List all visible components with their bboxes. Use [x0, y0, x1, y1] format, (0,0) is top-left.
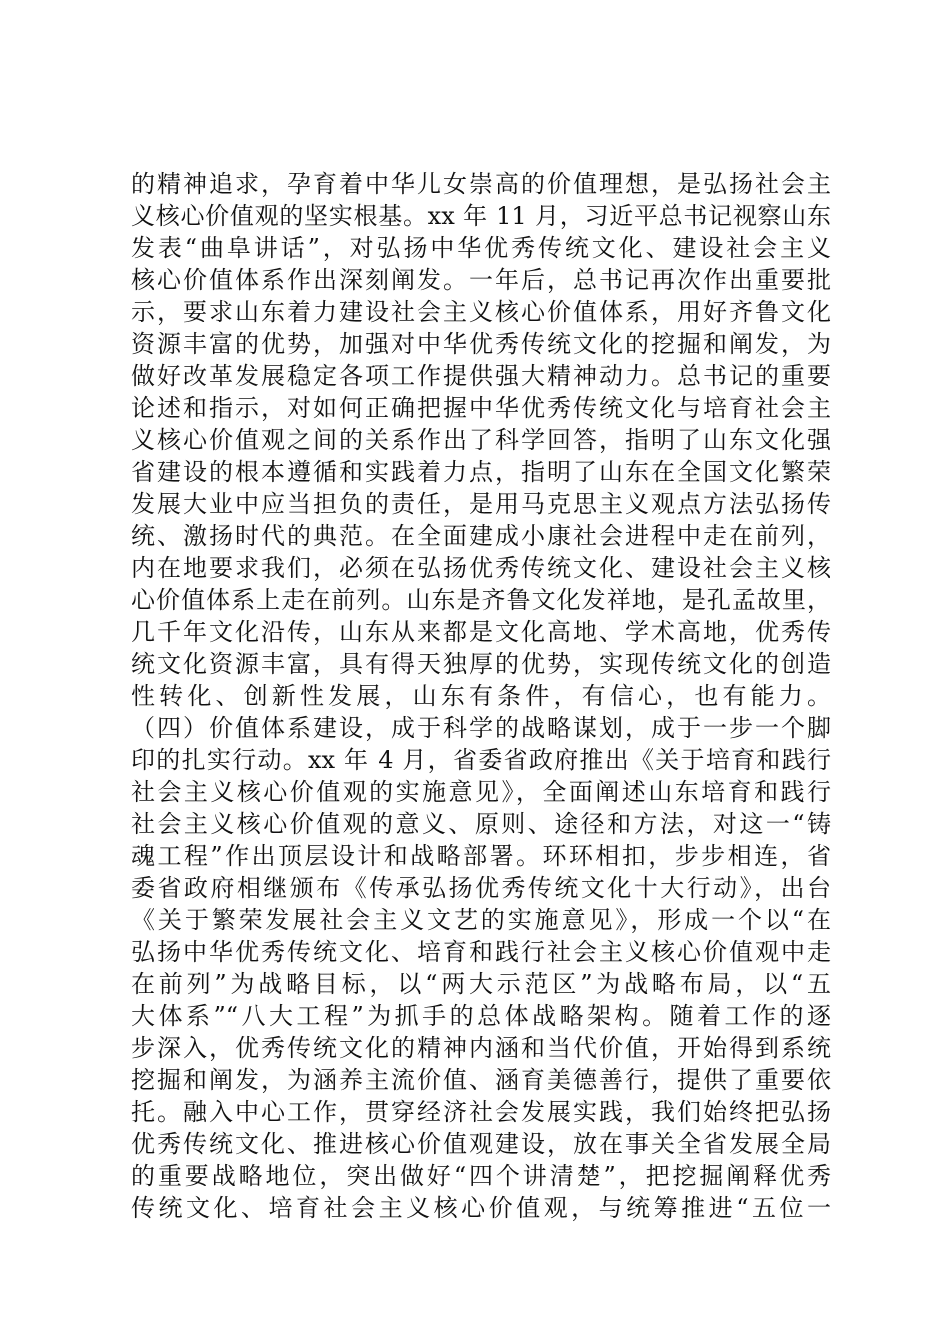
- text-line: 的重要战略地位，突出做好“四个讲清楚”，把挖掘阐释优秀: [131, 1162, 831, 1190]
- text-line: 资源丰富的优势，加强对中华优秀传统文化的挖掘和阐发，为: [131, 330, 831, 358]
- text-line: 大体系”“八大工程”为抓手的总体战略架构。随着工作的逐: [131, 1002, 831, 1030]
- text-line: 发展大业中应当担负的责任，是用马克思主义观点方法弘扬传: [131, 490, 831, 518]
- text-line: 挖掘和阐发，为涵养主流价值、涵育美德善行，提供了重要依: [131, 1066, 831, 1094]
- text-line: 论述和指示，对如何正确把握中华优秀传统文化与培育社会主: [131, 394, 831, 422]
- text-line: 性转化、创新性发展，山东有条件，有信心，也有能力。: [131, 682, 831, 710]
- text-line: 魂工程”作出顶层设计和战略部署。环环相扣，步步相连，省: [131, 842, 831, 870]
- text-line: 优秀传统文化、推进核心价值观建设，放在事关全省发展全局: [131, 1130, 831, 1158]
- text-line: 的精神追求，孕育着中华儿女崇高的价值理想，是弘扬社会主: [131, 170, 831, 198]
- text-line: 几千年文化沿传，山东从来都是文化高地、学术高地，优秀传: [131, 618, 831, 646]
- text-line: 省建设的根本遵循和实践着力点，指明了山东在全国文化繁荣: [131, 458, 831, 486]
- text-line: 印的扎实行动。xx 年 4 月，省委省政府推出《关于培育和践行: [131, 746, 831, 774]
- text-line: 发表“曲阜讲话”，对弘扬中华优秀传统文化、建设社会主义: [131, 234, 831, 262]
- text-line: 心价值体系上走在前列。山东是齐鲁文化发祥地，是孔孟故里，: [131, 586, 831, 614]
- text-line: （四）价值体系建设，成于科学的战略谋划，成于一步一个脚: [131, 714, 831, 742]
- text-line: 义核心价值观之间的关系作出了科学回答，指明了山东文化强: [131, 426, 831, 454]
- body-text: [131, 168, 831, 1224]
- text-line: 示，要求山东着力建设社会主义核心价值体系，用好齐鲁文化: [131, 298, 831, 326]
- text-line: 社会主义核心价值观的意义、原则、途径和方法，对这一“铸: [131, 810, 831, 838]
- text-line: 步深入，优秀传统文化的精神内涵和当代价值，开始得到系统: [131, 1034, 831, 1062]
- text-line: 统文化资源丰富，具有得天独厚的优势，实现传统文化的创造: [131, 650, 831, 678]
- text-line: 传统文化、培育社会主义核心价值观，与统筹推进“五位一: [131, 1194, 831, 1222]
- text-line: 内在地要求我们，必须在弘扬优秀传统文化、建设社会主义核: [131, 554, 831, 582]
- text-line: 在前列”为战略目标，以“两大示范区”为战略布局，以“五: [131, 970, 831, 998]
- text-line: 委省政府相继颁布《传承弘扬优秀传统文化十大行动》，出台: [131, 874, 831, 902]
- text-line: 做好改革发展稳定各项工作提供强大精神动力。总书记的重要: [131, 362, 831, 390]
- text-line: 核心价值体系作出深刻阐发。一年后，总书记再次作出重要批: [131, 266, 831, 294]
- text-line: 《关于繁荣发展社会主义文艺的实施意见》，形成一个以“在: [131, 906, 831, 934]
- text-line: 统、激扬时代的典范。在全面建成小康社会进程中走在前列，: [131, 522, 831, 550]
- text-line: 弘扬中华优秀传统文化、培育和践行社会主义核心价值观中走: [131, 938, 831, 966]
- text-line: 义核心价值观的坚实根基。xx 年 11 月，习近平总书记视察山东: [131, 202, 831, 230]
- text-line: 社会主义核心价值观的实施意见》，全面阐述山东培育和践行: [131, 778, 831, 806]
- text-line: 托。融入中心工作，贯穿经济社会发展实践，我们始终把弘扬: [131, 1098, 831, 1126]
